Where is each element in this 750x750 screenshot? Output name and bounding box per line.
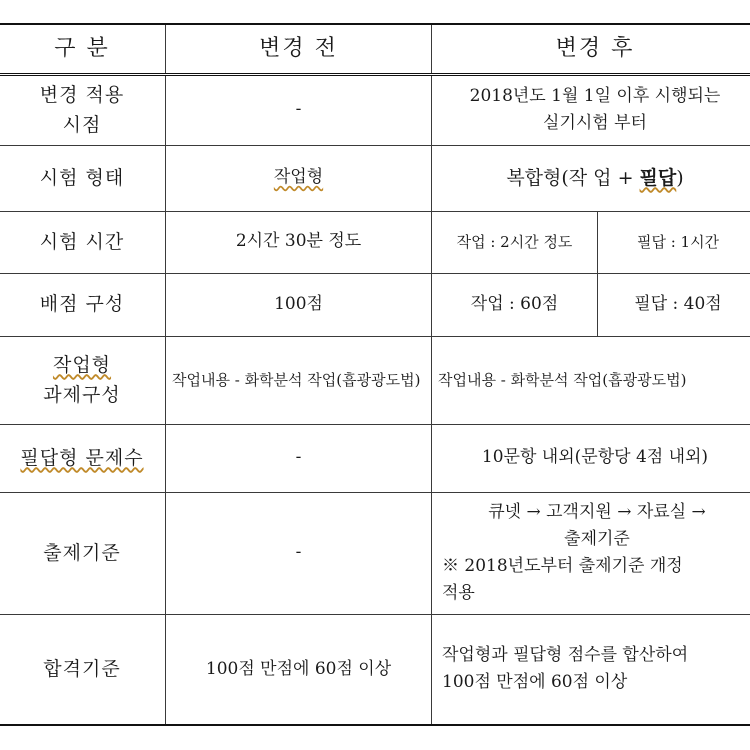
- row-label: 합격기준: [0, 614, 166, 725]
- row-label: 출제기준: [0, 492, 166, 614]
- header-before: 변경 전: [166, 24, 432, 74]
- label-text: 필답형 문제수: [20, 446, 144, 469]
- header-after: 변경 후: [432, 24, 750, 74]
- before-cell: 작업내용 - 화학분석 작업(흡광광도법): [166, 336, 432, 424]
- after-note: ※ 2018년도부터 출제기준 개정: [442, 556, 683, 576]
- row-exam-type: [0, 145, 750, 211]
- row-label: [0, 74, 166, 145]
- after-line: 100점 만점에 60점 이상: [442, 672, 628, 693]
- row-criteria: [0, 492, 750, 614]
- after-cell: [432, 614, 750, 725]
- row-exam-time: [0, 211, 750, 273]
- after-note: 적용: [442, 583, 475, 604]
- row-apply-date: [0, 74, 750, 145]
- row-score: [0, 273, 750, 336]
- before-cell: -: [166, 492, 432, 614]
- after-line: 출제기준: [564, 528, 630, 549]
- comparison-table: [0, 23, 750, 726]
- after-cell: [432, 145, 750, 211]
- after-cell: 10문항 내외(문항당 4점 내외): [432, 424, 750, 492]
- after-line: 작업형과 필답형 점수를 합산하여: [442, 645, 689, 666]
- before-cell: 2시간 30분 정도: [166, 211, 432, 273]
- before-cell: 100점: [166, 273, 432, 336]
- after-cell: 작업내용 - 화학분석 작업(흡광광도법): [432, 336, 750, 424]
- after-line: 실기시험 부터: [543, 113, 647, 133]
- before-cell: 100점 만점에 60점 이상: [166, 614, 432, 725]
- after-work-cell: 작업 : 2시간 정도: [432, 211, 598, 273]
- after-work-cell: 작업 : 60점: [432, 273, 598, 336]
- row-label: 시험 시간: [0, 211, 166, 273]
- after-line: 2018년도 1월 1일 이후 시행되는: [469, 85, 721, 106]
- before-cell: -: [166, 424, 432, 492]
- after-line: 큐넷 → 고객지원 → 자료실 →: [488, 501, 706, 522]
- header-category: 구 분: [0, 24, 166, 74]
- header-row: [0, 24, 750, 74]
- label-line: 과제구성: [43, 384, 121, 406]
- row-label: [0, 336, 166, 424]
- label-line: 시점: [62, 114, 102, 136]
- after-suffix: ): [676, 166, 684, 189]
- after-prefix: 복합형(작 업 +: [506, 166, 640, 189]
- row-label: 시험 형태: [0, 145, 166, 211]
- row-task: [0, 336, 750, 424]
- row-pass-criteria: [0, 614, 750, 725]
- label-line: 작업형: [52, 353, 112, 376]
- before-cell: -: [166, 74, 432, 145]
- after-written-cell: 필답 : 40점: [598, 273, 750, 336]
- row-question-count: [0, 424, 750, 492]
- before-cell: [166, 145, 432, 211]
- row-label: 배점 구성: [0, 273, 166, 336]
- after-cell: [432, 492, 750, 614]
- row-label: [0, 424, 166, 492]
- after-emphasis: 필답: [639, 166, 677, 189]
- before-text: 작업형: [273, 167, 324, 188]
- label-line: 변경 적용: [39, 83, 125, 106]
- after-written-cell: 필답 : 1시간: [598, 211, 750, 273]
- after-cell: [432, 74, 750, 145]
